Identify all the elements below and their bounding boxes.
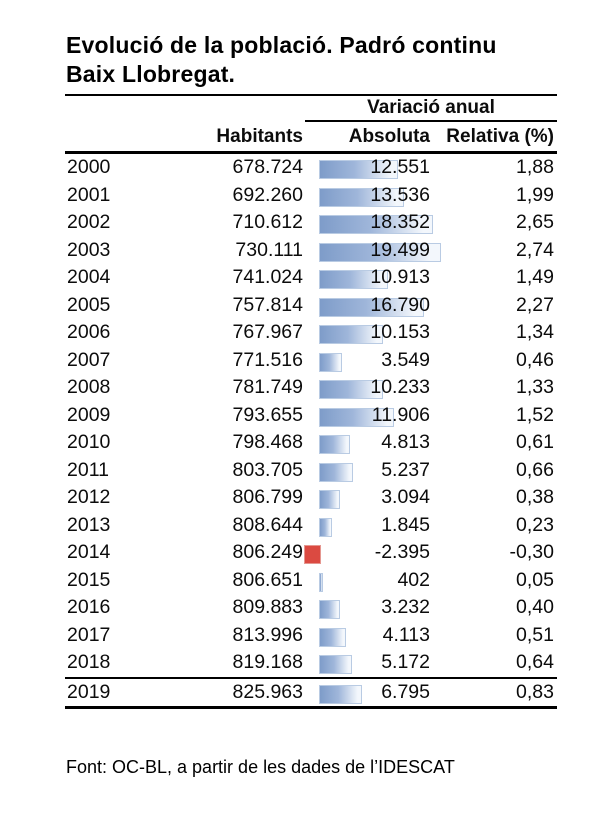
row-relativa: 0,66: [516, 458, 554, 481]
row-absoluta-cell: [305, 486, 430, 509]
table-row: [65, 649, 557, 677]
row-absoluta: 16.790: [370, 293, 430, 316]
row-year: 2006: [67, 321, 111, 344]
row-absoluta-cell: [305, 514, 430, 537]
row-year: 2010: [67, 431, 111, 454]
row-year: 2013: [67, 513, 111, 536]
row-habitants: 793.655: [232, 403, 303, 426]
row-habitants: 730.111: [235, 238, 303, 261]
row-habitants: 771.516: [232, 348, 303, 371]
row-relativa: 0,51: [516, 623, 554, 646]
row-year: 2009: [67, 403, 111, 426]
row-absoluta: 1.845: [381, 513, 430, 536]
row-absoluta-cell: [305, 541, 430, 564]
row-relativa: 0,64: [516, 651, 554, 674]
row-absoluta-cell: [305, 624, 430, 647]
col-header-absoluta: Absoluta: [348, 126, 430, 147]
row-year: 2005: [67, 293, 111, 316]
row-relativa: 1,99: [516, 183, 554, 206]
row-absoluta: 3.232: [381, 596, 430, 619]
row-absoluta: 4.113: [382, 623, 430, 646]
row-relativa: 1,33: [516, 376, 554, 399]
row-year: 2019: [67, 680, 111, 703]
row-year: 2000: [67, 156, 111, 179]
row-habitants: 809.883: [232, 596, 303, 619]
title-line-2: Baix Llobregat.: [66, 61, 236, 87]
row-year: 2008: [67, 376, 111, 399]
variation-data-bar: [319, 353, 343, 372]
row-absoluta: 11.906: [371, 403, 430, 426]
row-absoluta: 10.913: [370, 266, 430, 289]
variation-data-bar: [319, 628, 346, 647]
row-habitants: 781.749: [232, 376, 303, 399]
row-habitants: 806.799: [232, 486, 303, 509]
row-habitants: 803.705: [232, 458, 303, 481]
row-habitants: 808.644: [232, 513, 303, 536]
row-habitants: 767.967: [232, 321, 303, 344]
row-absoluta-cell: [305, 376, 430, 399]
col-header-relativa: Relativa (%): [446, 126, 554, 147]
row-relativa: 0,23: [516, 513, 554, 536]
row-year: 2002: [67, 211, 111, 234]
row-absoluta: 5.172: [381, 651, 430, 674]
row-absoluta: 6.795: [381, 680, 430, 703]
table-row: [65, 347, 557, 375]
row-relativa: 1,52: [516, 403, 554, 426]
row-year: 2004: [67, 266, 111, 289]
table-row: [65, 319, 557, 347]
table-row: [65, 264, 557, 292]
row-absoluta: 3.549: [381, 348, 430, 371]
row-relativa: 0,38: [516, 486, 554, 509]
group-header-variacio-anual: Variació anual: [305, 96, 557, 122]
row-habitants: 806.651: [232, 568, 303, 591]
variation-data-bar: [319, 518, 332, 537]
row-habitants: 819.168: [232, 651, 303, 674]
table-row: [65, 512, 557, 540]
table-row: [65, 484, 557, 512]
row-year: 2011: [67, 458, 109, 481]
row-relativa: 1,34: [516, 321, 554, 344]
row-habitants: 813.996: [232, 623, 303, 646]
row-relativa: 1,49: [516, 266, 554, 289]
row-habitants: 798.468: [232, 431, 303, 454]
row-absoluta-cell: [305, 184, 430, 207]
row-absoluta-cell: [305, 156, 430, 179]
row-year: 2018: [67, 651, 111, 674]
row-absoluta-cell: [305, 321, 430, 344]
variation-data-bar: [304, 545, 321, 564]
row-year: 2007: [67, 348, 111, 371]
row-absoluta-cell: [305, 294, 430, 317]
row-relativa: 2,65: [516, 211, 554, 234]
row-year: 2017: [67, 623, 111, 646]
row-absoluta-cell: [305, 349, 430, 372]
variation-data-bar: [319, 490, 340, 509]
group-header-row: [65, 96, 557, 122]
row-absoluta-cell: [305, 239, 430, 262]
row-absoluta: 10.153: [370, 321, 430, 344]
row-relativa: 0,61: [516, 431, 554, 454]
row-absoluta: 18.352: [370, 211, 430, 234]
row-year: 2001: [67, 183, 111, 206]
row-year: 2014: [67, 541, 111, 564]
row-absoluta: -2.395: [374, 541, 430, 564]
row-habitants: 710.612: [232, 211, 303, 234]
row-absoluta-cell: [305, 211, 430, 234]
column-header-row: [65, 122, 557, 154]
row-absoluta: 19.499: [370, 238, 430, 261]
table-row: [65, 429, 557, 457]
row-relativa: 0,40: [516, 596, 554, 619]
row-absoluta-cell: [305, 266, 430, 289]
variation-data-bar: [319, 463, 353, 482]
table-row: [65, 237, 557, 265]
table-row: [65, 182, 557, 210]
row-habitants: 678.724: [232, 156, 303, 179]
row-habitants: 825.963: [232, 680, 303, 703]
row-habitants: 741.024: [232, 266, 303, 289]
row-absoluta: 4.813: [381, 431, 430, 454]
title-line-1: Evolució de la població. Padró continu: [66, 32, 497, 58]
row-relativa: 2,74: [516, 238, 554, 261]
table-row: [65, 209, 557, 237]
table-row: [65, 622, 557, 650]
row-absoluta-cell: [305, 431, 430, 454]
row-absoluta: 402: [397, 568, 430, 591]
row-year: 2003: [67, 238, 111, 261]
row-absoluta-cell: [305, 596, 430, 619]
population-table: [65, 94, 557, 709]
variation-data-bar: [319, 600, 341, 619]
row-absoluta: 10.233: [370, 376, 430, 399]
source-note: Font: OC-BL, a partir de les dades de l’IDESCAT: [66, 757, 455, 777]
col-header-habitants: Habitants: [216, 126, 303, 147]
variation-data-bar: [319, 435, 351, 454]
row-habitants: 757.814: [232, 293, 303, 316]
row-year: 2016: [67, 596, 111, 619]
row-absoluta: 3.094: [381, 486, 430, 509]
table-row: [65, 154, 557, 182]
row-absoluta-cell: [305, 459, 430, 482]
row-absoluta: 12.551: [370, 156, 430, 179]
col-header-year-spacer: [65, 148, 155, 151]
table-body: [65, 154, 557, 709]
variation-data-bar: [319, 685, 363, 704]
row-absoluta-cell: [305, 651, 430, 674]
row-absoluta: 13.536: [370, 183, 430, 206]
row-relativa: -0,30: [509, 541, 554, 564]
table-row: [65, 457, 557, 485]
row-relativa: 0,83: [516, 680, 554, 703]
table-row: [65, 402, 557, 430]
row-relativa: 1,88: [516, 156, 554, 179]
row-relativa: 2,27: [516, 293, 554, 316]
row-absoluta: 5.237: [381, 458, 430, 481]
page-title: [66, 31, 556, 89]
row-year: 2015: [67, 568, 111, 591]
row-absoluta-cell: [305, 404, 430, 427]
row-absoluta-cell: [305, 569, 430, 592]
table-row: [65, 677, 557, 707]
table-row: [65, 292, 557, 320]
row-absoluta-cell: [305, 681, 430, 704]
row-year: 2012: [67, 486, 111, 509]
variation-data-bar: [319, 655, 353, 674]
table-row: [65, 539, 557, 567]
row-relativa: 0,05: [516, 568, 554, 591]
variation-data-bar: [319, 573, 323, 592]
row-habitants: 692.260: [232, 183, 303, 206]
row-habitants: 806.249: [232, 541, 303, 564]
table-row: [65, 567, 557, 595]
table-row: [65, 594, 557, 622]
table-row: [65, 374, 557, 402]
row-relativa: 0,46: [516, 348, 554, 371]
